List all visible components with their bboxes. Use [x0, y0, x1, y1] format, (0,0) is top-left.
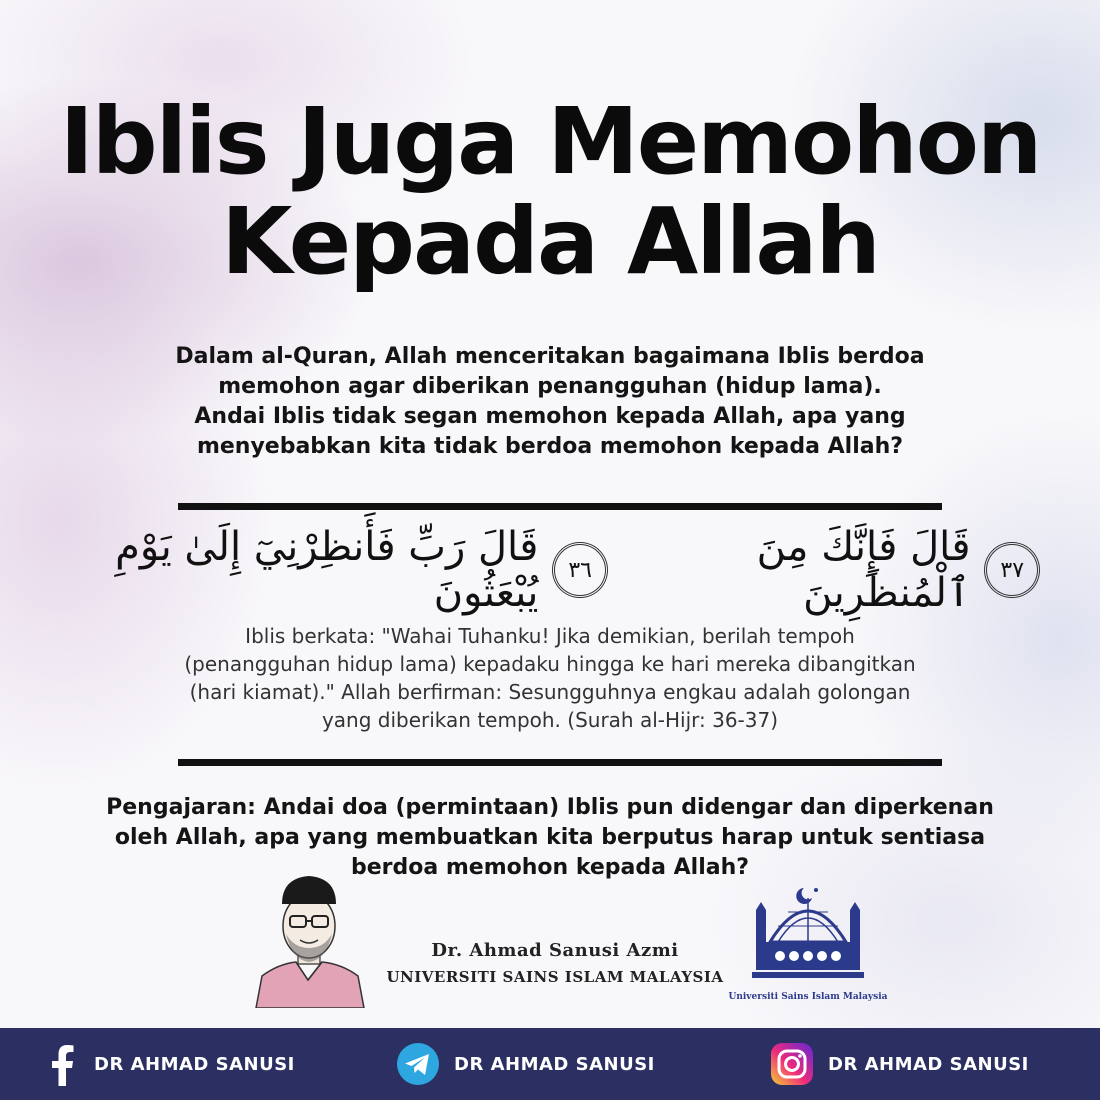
telegram-icon — [396, 1042, 440, 1086]
instagram-icon — [770, 1042, 814, 1086]
quran-verse — [60, 524, 1040, 616]
divider-bottom — [178, 759, 942, 766]
verse-translation — [150, 622, 950, 734]
lesson-text — [60, 793, 1040, 883]
verse-part-37: قَالَ فَإِنَّكَ مِنَ ٱلْمُنظَرِينَ — [756, 524, 971, 616]
facebook-link[interactable] — [44, 1028, 295, 1100]
intro-line: menyebabkan kita tidak berdoa memohon kepada Allah? — [196, 434, 904, 459]
facebook-label: DR AHMAD SANUSI — [94, 1053, 295, 1075]
lesson-line: oleh Allah, apa yang membuatkan kita berputus harap untuk sentiasa — [114, 825, 986, 850]
translation-line: yang diberikan tempoh. (Surah al-Hijr: 36-37) — [321, 708, 779, 732]
verse-part-36: قَالَ رَبِّ فَأَنظِرْنِيٓ إِلَىٰ يَوْمِ يُبْعَثُونَ — [115, 524, 539, 616]
lesson-line: Pengajaran: Andai doa (permintaan) Iblis pun didengar dan diperkenan — [106, 795, 994, 820]
logo-caption: Universiti Sains Islam Malaysia — [728, 992, 888, 1002]
intro-line: memohon agar diberikan penangguhan (hidup lama). — [218, 374, 882, 399]
author-credit — [370, 938, 740, 990]
university-logo — [728, 880, 888, 1030]
title-line-1: Iblis Juga Memohon — [59, 88, 1041, 195]
telegram-label: DR AHMAD SANUSI — [454, 1053, 655, 1075]
translation-line: (hari kiamat)." Allah berfirman: Sesungguhnya engkau adalah golongan — [189, 680, 911, 704]
intro-line: Dalam al-Quran, Allah menceritakan bagaimana Iblis berdoa — [175, 344, 925, 369]
ayah-marker-37: ٣٧ — [984, 542, 1040, 598]
ayah-marker-36: ٣٦ — [552, 542, 608, 598]
instagram-label: DR AHMAD SANUSI — [828, 1053, 1029, 1075]
divider-top — [178, 503, 942, 510]
translation-line: (penangguhan hidup lama) kepadaku hingga ke hari mereka dibangitkan — [184, 652, 916, 676]
lesson-line: berdoa memohon kepada Allah? — [350, 855, 750, 880]
author-name: Dr. Ahmad Sanusi Azmi — [431, 940, 679, 961]
page-title — [0, 88, 1100, 295]
translation-line: Iblis berkata: "Wahai Tuhanku! Jika demikian, berilah tempoh — [245, 624, 855, 648]
author-university: UNIVERSITI SAINS ISLAM MALAYSIA — [386, 968, 724, 986]
author-portrait — [248, 868, 370, 1008]
telegram-link[interactable] — [396, 1028, 655, 1100]
instagram-link[interactable] — [770, 1028, 1029, 1100]
intro-text — [100, 342, 1000, 462]
facebook-icon — [44, 1042, 80, 1086]
intro-line: Andai Iblis tidak segan memohon kepada Allah, apa yang — [194, 404, 906, 429]
social-footer — [0, 1028, 1100, 1100]
title-line-2: Kepada Allah — [221, 188, 879, 295]
